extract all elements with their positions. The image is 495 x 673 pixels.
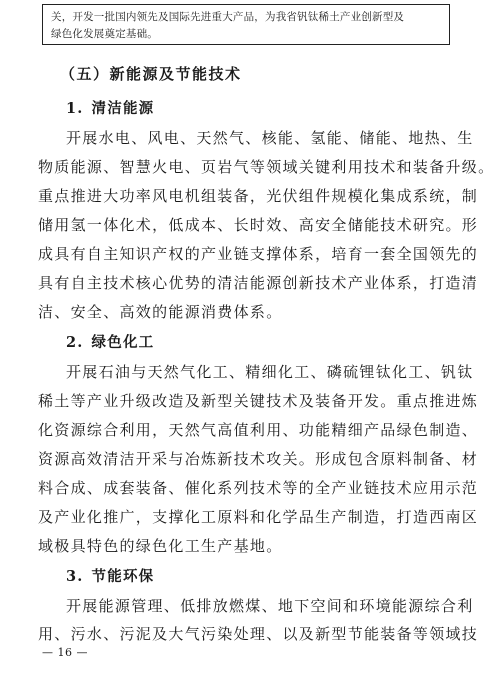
subsection-number: 2. <box>66 334 84 351</box>
subsection-number: 1. <box>66 100 84 117</box>
subsection-heading-green-chemical <box>66 331 154 352</box>
paragraph-line: 料合成、成套装备、催化系列技术等的全产业链技术应用示范 <box>38 479 479 497</box>
subsection-heading-energy-saving <box>66 565 154 586</box>
page-number: — 16 — <box>42 646 88 659</box>
note-line-1: 关，开发一批国内领先及国际先进重大产品，为我省钒钛稀土产业创新型及 <box>51 11 405 23</box>
section-title: （五）新能源及节能技术 <box>60 65 242 83</box>
paragraph-line: 域极具特色的绿色化工生产基地。 <box>38 537 283 555</box>
subsection-title: 清洁能源 <box>91 100 155 117</box>
subsection-number: 3. <box>66 568 84 585</box>
paragraph-line: 储用氢一体化术，低成本、长时效、高安全储能技术研究。形 <box>38 216 479 234</box>
paragraph-line: 用、污水、污泥及大气污染处理、以及新型节能装备等领域技 <box>38 625 479 643</box>
paragraph-line: 洁、安全、高效的能源消费体系。 <box>38 303 283 321</box>
paragraph-line: 化资源综合利用，天然气高值利用、功能精细产品绿色制造、 <box>38 421 479 439</box>
paragraph-line: 资源高效清洁开采与冶炼新技术攻关。形成包含原料制备、材 <box>38 450 479 468</box>
subsection-title: 节能环保 <box>91 568 155 585</box>
paragraph-line: 成具有自主知识产权的产业链支撑体系，培育一套全国领先的 <box>38 245 479 263</box>
note-line-2: 绿色化发展奠定基础。 <box>51 28 158 40</box>
continued-note-box <box>42 4 450 45</box>
paragraph-line: 开展能源管理、低排放燃煤、地下空间和环境能源综合利 <box>66 597 474 615</box>
paragraph-line: 及产业化推广，支撑化工原料和化学品生产制造，打造西南区 <box>38 508 479 526</box>
paragraph-line: 重点推进大功率风电机组装备，光伏组件规模化集成系统，制 <box>38 187 479 205</box>
paragraph-line: 具有自主技术核心优势的清洁能源创新技术产业体系，打造清 <box>38 274 479 292</box>
paragraph-line: 物质能源、智慧火电、页岩气等领域关键利用技术和装备升级。 <box>38 158 495 176</box>
paragraph-line: 开展石油与天然气化工、精细化工、磷硫锂钛化工、钒钛 <box>66 363 474 381</box>
paragraph-line: 稀土等产业升级改造及新型关键技术及装备开发。重点推进炼 <box>38 392 479 410</box>
paragraph-line: 开展水电、风电、天然气、核能、氢能、储能、地热、生 <box>66 129 474 147</box>
subsection-heading-clean-energy <box>66 97 154 118</box>
subsection-title: 绿色化工 <box>91 334 155 351</box>
